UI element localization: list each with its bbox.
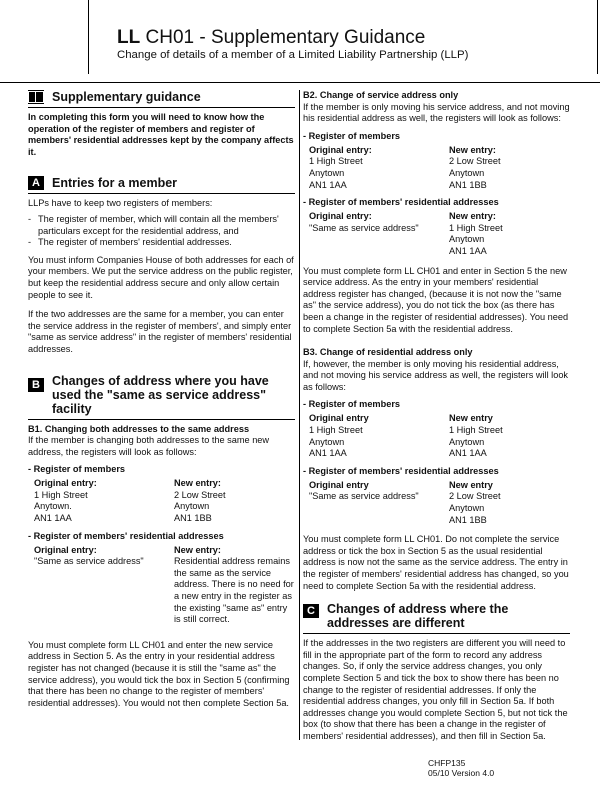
section-c-heading: C Changes of address where the addresses are different [303,602,570,634]
b3-register-members: - Register of members [303,399,401,410]
b3-table-1: Original entry 1 High Street Anytown AN1 1AA New entry 1 High Street Anytown AN1 1AA [309,413,503,459]
b2-register-residential: - Register of members' residential addresses [303,197,499,208]
footer [428,758,494,778]
b3-title: B3. Change of residential address only [303,347,473,358]
list-item: - The register of member, which will contain all the members' particulars except for the residential address, and [28,214,295,237]
section-b-heading: B Changes of address where you have used the "same as service address" facility [28,374,295,420]
footer-version: 05/10 Version 4.0 [428,768,495,778]
b2-table-1: Original entry: 1 High Street Anytown AN1 1AA New entry: 2 Low Street Anytown AN1 1BB [309,144,501,190]
b1-table-2: Original entry: "Same as service address" New entry: Residential address remains the same as the service address. There is no need for a new entry in the register as the existing "same as" entry is still correct. [34,544,294,625]
b3-register-residential: - Register of members' residential addresses [303,465,499,476]
b3-conclusion: You must complete form LL CH01. Do not complete the service address or tick the box in Section 5 as the usual residential address is now not the same as the service address. The entry in the register of members' residential address has changed, so you need to complete Section 5a with the residential address. [303,534,569,591]
section-a-bullets [28,214,295,249]
b1-intro: If the member is changing both addresses to the same new address, the registers will look as follows: [28,435,270,457]
b1-register-residential: - Register of members' residential addresses [28,530,224,541]
section-a-badge: A [28,176,44,190]
b1-register-members: - Register of members [28,464,126,475]
page-subtitle: Change of details of a member of a Limited Liability Partnership (LLP) [117,49,469,61]
footer-code: CHFP135 [428,758,466,768]
section-c-badge: C [303,604,319,618]
section-a-heading: A Entries for a member [28,176,295,194]
supp-intro: In completing this form you will need to know how the operation of the register of members and register of members' residential addresses kept by the company affects it. [28,112,294,157]
b1-title: B1. Changing both addresses to the same address [28,423,250,434]
b2-table-2: Original entry: "Same as service address" New entry: 1 High Street Anytown AN1 1AA [309,211,503,256]
left-column [28,90,295,709]
right-column [303,90,570,743]
b2-title: B2. Change of service address only [303,90,459,100]
supp-heading: Supplementary guidance [28,90,295,108]
section-c-body: If the addresses in the two registers are different you will need to fill in the appropriate part of the form to record any address changes. So, if only the service address changes, you only complete Section 5 and tick the box to show there has been no change to the register of residential addresses. If only the residential address changes, you only fill in Section 5a. If both addresses change you would complete Section 5, but not tick the box (to show that there has been a change in the register of members' residential addresses), and then fill in Section 5a. [303,638,568,741]
header-rule [0,82,600,83]
b2-intro: If the member is only moving his service address, and not moving his residential address as well, the registers will look as follows: [303,101,570,124]
b3-intro: If, however, the member is only moving his residential address, and not moving his service address as well, the registers will look as follows: [303,358,569,392]
page-title: LL CH01 - Supplementary Guidance [117,27,426,48]
section-b-badge: B [28,378,44,392]
b3-table-2: Original entry "Same as service address" New entry 2 Low Street Anytown AN1 1BB [309,479,501,525]
book-icon [28,90,44,104]
b1-table-1: Original entry: 1 High Street Anytown. AN1 1AA New entry: 2 Low Street Anytown AN1 1BB [34,478,226,524]
section-a-p2: You must inform Companies House of both addresses for each of your members. We put the service address on the public register, but keep the residential address secure and only allow certain people to see it. [28,254,294,300]
b2-register-members: - Register of members [303,130,401,141]
b1-conclusion: You must complete form LL CH01 and enter the new service address in Section 5. As the entry in your residential address register has not changed (because it is still the "same as" the service address), you would tick the box in Section 5 (confirming that there has been no change to the register of members' residential addresses). You would not then complete Section 5a. [28,639,290,708]
column-divider [299,90,300,740]
section-a-p1: LLPs have to keep two registers of members: [28,198,213,209]
list-item: - The register of members' residential addresses. [28,237,295,249]
section-a-p3: If the two addresses are the same for a member, you can enter the service address in the register of members', and simply enter "same as service address" in the register of members' residential addresses. [28,309,292,354]
b2-conclusion: You must complete form LL CH01 and enter in Section 5 the new service address. As the entry in your members' residential address register has changed, (because it is not now the "same as" the service address), you do not tick the box (as there has been a change in the register of residential addresses). You need to complete Section 5a with the residential address. [303,265,569,334]
